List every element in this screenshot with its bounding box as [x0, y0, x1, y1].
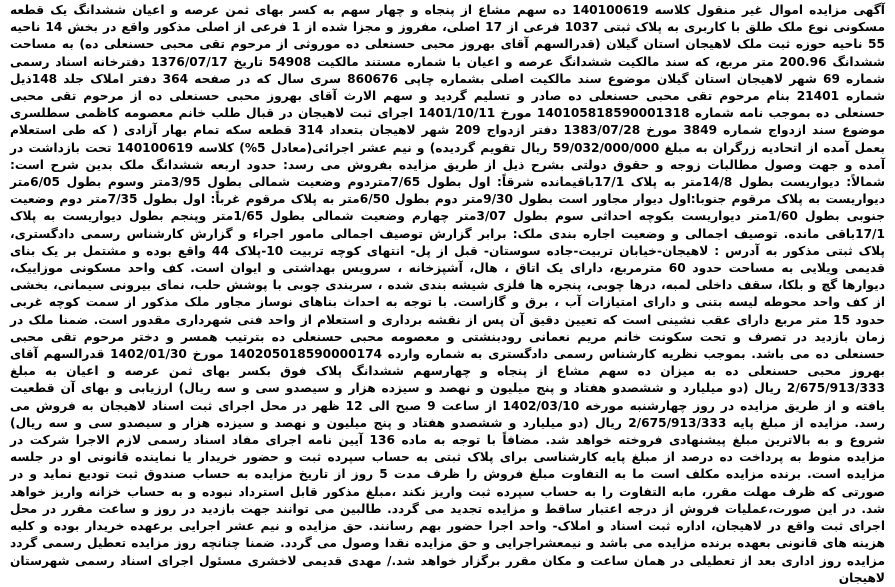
notice-text: آگهی مزایده اموال غیر منقول کلاسه 140100619 ده سهم مشاع از پنجاه و چهار سهم به کسر بهای ثمن عرصه و اعیان ششدانگ یک قطعه مسکونی نوع ملک طلق با کاربری به پلاک ثبتی 1037 فرعی از 17 اصلی، مفروز و مجزا شده از 1 فرعی از اصلی مذکور واقع در بخش 14 ناحیه 55 ناحیه حوزه ثبت ملک لاهیجان استان گیلان (قدرالسهم آقای بهروز محبی حسنعلی ده موروثی از مرحوم تقی محبی حسنعلی ده) به مساحت ششدانگ 200.96 متر مربع، که سند مالکیت ششدانگ عرصه و اعیان با شماره مستند مالکیت 54908 تاریخ 1376/07/17 دفترخانه اسناد رسمی شماره 69 شهر لاهیجان استان گیلان موضوع سند مالکیت اصلی بشماره چاپی 860676 سری سال که در صفحه 364 دفتر املاک جلد 148ذیل شماره 21401 بنام مرحوم تقی محبی حسنعلی ده صادر و تسلیم گردید و سهم الارث آقای بهروز محبی حسنعلی ده از مرحوم تقی محبی حسنعلی ده بموجب نامه شماره 140105818590001318 مورخ 1401/10/11 اجرای ثبت لاهیجان در قبال طلب خانم معصومه کاظمی سطلسری موضوع سند ازدواج شماره 3849 مورخ 1383/07/28 دفتر ازدواج 209 شهر لاهیجان بتعداد 314 قطعه سکه تمام بهار آزادی ( که طی استعلام بعمل آمده از اتحادیه زرگران به مبلغ 59/032/000/000 ریال تقویم گردیده) و نیم عشر اجرائی(معادل 5%) کلاسه 140100619 تحت بازداشت در آمده و جهت وصول مطالبات زوجه و حقوق دولتی بشرح ذیل از طریق مزایده بفروش می رسد: حدود اربعه ششدانگ ملک بدین شرح است: شمالاً: دیواریست بطول 14/8متر به پلاک 17/1باقیمانده شرقاً: اول بطول 7/65متردوم وضعیت شمالی بطول 3/95متر وسوم بطول 6/05متر دیواریست به پلاک مرقوم جنوبا:اول دیوار مجاور است بطول 9/30متر دوم بطول 6/50متر به پلاک مرقوم غرباً: اول بطول 7/35متر دوم وضعیت جنوبی بطول 1/60متر دیواریست بکوچه احداثی سوم بطول 3/07متر چهارم وضعیت شمالی بطول 1/65متر وپنجم بطول دیواریست به پلاک 17/1باقی مانده. توصیف اجمالی و وضعیت اجاره بندی ملک: برابر گزارش توصیف اجمالی مامور اجراء و گزارش کارشناس رسمی دادگستری، پلاک ثبتی مذکور به آدرس : لاهیجان-خیابان تربیت-جاده سوستان- قبل از پل- انتهای کوچه تربیت 10-پلاک 44 واقع بوده و مشتمل بر یک بنای قدیمی ویلایی به مساحت حدود 60 مترمربع، دارای یک اتاق ، هال، آشپزخانه ، سرویس بهداشتی و ایوان است. کف واحد مسکونی موزاییک، دیوارها گچ و بلکا، سقف داخلی لمبه، درها چوبی، پنجره ها فلزی شیشه بندی شده ، سربندی چوبی با پوشش حلب، نمای بیرونی سیمانی، بخشی از کف واحد محوطه لیسه بتنی و دارای امتیازات آب ، برق و گازاست. با توجه به احداث بناهای نوساز مجاور ملک مذکور از سمت کوچه غربی حدود 15 متر مربع دارای عقب نشینی است که تعیین دقیق آن پس از نقشه برداری و استعلام از واحد فنی شهرداری مقدور است. ضمنا ملک در زمان بازدید در تصرف و تحت سکونت خانم مریم نعمانی رودبنشتی و معصومه محبی حسنعلی ده بترتیب همسر و دختر مرحوم تقی محبی حسنعلی ده می باشد. بموجب نظریه کارشناس رسمی دادگستری به شماره وارده 140205018590000174 مورخ 1402/01/30 قدرالسهم آقای بهروز محبی حسنعلی ده به میزان ده سهم مشاع از پنجاه و چهارسهم ششدانگ پلاک فوق بکسر بهای ثمن عرصه و اعیان به مبلغ 2/675/913/333 ریال (دو میلیارد و ششصدو هفتاد و پنج میلیون و نهصد و سیزده هزار و سیصدو سی و سه ریال) ارزیابی و بهای آن قطعیت یافته و از طریق مزایده در روز چهارشنبه مورخه 1402/03/10 از ساعت 9 صبح الی 12 ظهر در محل اجرای ثبت اسناد لاهیجان به فروش می رسد. مزایده از مبلغ پایه 2/675/913/333 ریال (دو میلیارد و ششصدو هفتاد و پنج میلیون و نهصد و سیزده هزار و سیصدو سی و سه ریال) شروع و به بالاترین مبلغ پیشنهادی فروخته خواهد شد. مضافاً با توجه به ماده 136 آیین نامه اجرای مفاد اسناد رسمی لازم الاجرا شرکت در مزایده منوط به پرداخت ده درصد از مبلغ پایه کارشناسی برای پلاک ثبتی به حساب سپرده ثبت و حضور خریدار یا نماینده قانونی او در جلسه مزایده است. برنده مزایده مکلف است ما به التفاوت مبلغ فروش را ظرف مدت 5 روز از تاریخ مزایده به حساب صندوق ثبت تودیع نماید و در صورتی که ظرف مهلت مقرر، مابه التفاوت را به حساب سپرده ثبت واریز نکند ،مبلغ مذکور قابل استرداد نبوده و به حساب خزانه واریز خواهد شد. در این صورت،عملیات فروش از درجه اعتبار ساقط و مزایده تجدید می گردد. طالبین می توانند جهت بازدید در روز و ساعت مقرر در محل اجرای ثبت واقع در لاهیجان، اداره ثبت اسناد و املاک- واحد اجرا حضور بهم رسانند. حق مزایده و نیم عشر اجرایی برعهده خریدار بوده و کلیه هزینه های قانونی بعهده برنده مزایده می باشد و نیمعشراجرایی و حق مزایده نقدا وصول می گردد. ضمنا چنانچه روز مزایده تعطیل رسمی گردد مزایده روز اداری بعد از تعطیلی در همان ساعت و مکان مقرر برگزار خواهد شد./ مهدی قدیمی لاخشری مسئول اجرای اسناد رسمی شهرستان لاهیجان: [10, 3, 886, 585]
